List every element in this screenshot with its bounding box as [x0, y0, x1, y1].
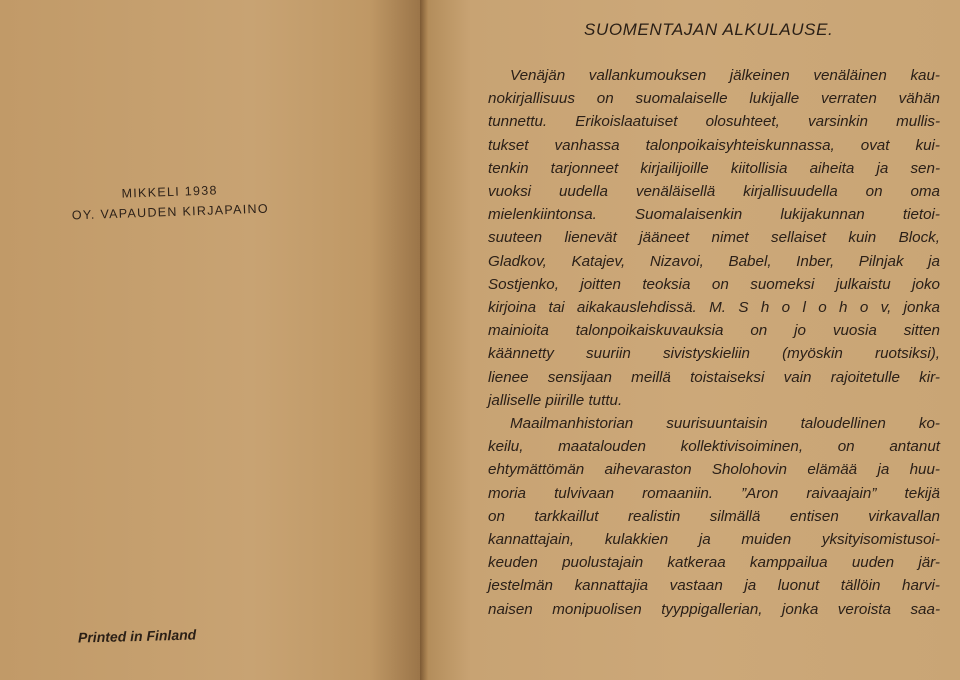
text-line: jalliselle piirille tuttu. — [488, 391, 623, 409]
printed-in-note: Printed in Finland — [77, 626, 197, 646]
text-line: naisen monipuolisen tyyppigallerian, jonka veroista saa- — [488, 600, 940, 618]
book-gutter — [420, 0, 428, 680]
text-line: käännetty suuriin sivistyskieliin (myöskin ruotsiksi), — [488, 345, 940, 363]
text-line: Maailmanhistorian suurisuuntaisin taloudellinen ko- — [510, 415, 940, 433]
left-page — [0, 0, 420, 680]
text-line: Venäjän vallankumouksen jälkeinen venäläinen kau- — [510, 67, 940, 84]
text-line: ehtymättömän aihevaraston Sholohovin elämää ja huu- — [488, 461, 940, 479]
text-line: keilu, maatalouden kollektivisoiminen, on antanut — [488, 438, 940, 456]
text-line: mielenkiintonsa. Suomalaisenkin lukijakunnan tietoi- — [488, 206, 940, 224]
text-line: nokirjallisuus on suomalaiselle lukijalle verraten vähän — [488, 90, 940, 108]
text-line: keuden puolustajain katkeraa kamppailua uuden jär- — [488, 554, 940, 572]
text-line: suuteen lienevät jääneet nimet sellaiset kuin Block, — [488, 229, 940, 247]
text-line: on tarkkaillut realistin silmällä entisen virkavallan — [488, 507, 940, 525]
page-heading: SUOMENTAJAN ALKULAUSE. — [584, 20, 834, 39]
imprint-printer: OY. VAPAUDEN KIRJAPAINO — [71, 201, 270, 223]
text-line: kannattajain, kulakkien ja muiden yksityisomistusoi- — [488, 531, 940, 549]
text-line: mainioita talonpoikaiskuvauksia on jo vuosia sitten — [488, 322, 940, 340]
text-line: jestelmän kannattajia vastaan ja luonut tällöin harvi- — [488, 577, 940, 595]
text-line: vuoksi uudella venäläisellä kirjallisuudella on oma — [488, 183, 940, 201]
text-line: moria tulvivaan romaaniin. ”Aron raivaajain” tekijä — [488, 484, 940, 502]
imprint-place-year: MIKKELI 1938 — [121, 183, 218, 201]
text-line: tunnettu. Erikoislaatuiset olosuhteet, varsinkin mullis- — [488, 113, 940, 131]
text-line: Gladkov, Katajev, Nizavoi, Babel, Inber, Pilnjak ja — [488, 252, 940, 270]
text-line: lienee sensijaan meillä toistaiseksi vain rajoitetulle kir- — [488, 368, 940, 386]
publisher-imprint — [69, 179, 270, 226]
text-line: tenkin tarjonneet kirjailijoille kiitollisia aiheita ja sen- — [488, 159, 940, 177]
preface-text — [488, 64, 940, 621]
text-line: tukset vanhassa talonpoikaisyhteiskunnassa, ovat kui- — [488, 136, 940, 154]
text-line: Sostjenko, joitten teoksia on suomeksi julkaistu joko — [488, 275, 940, 293]
text-line: kirjoina tai aikakauslehdissä. M. S h o l o h o v, jonka — [488, 299, 940, 317]
